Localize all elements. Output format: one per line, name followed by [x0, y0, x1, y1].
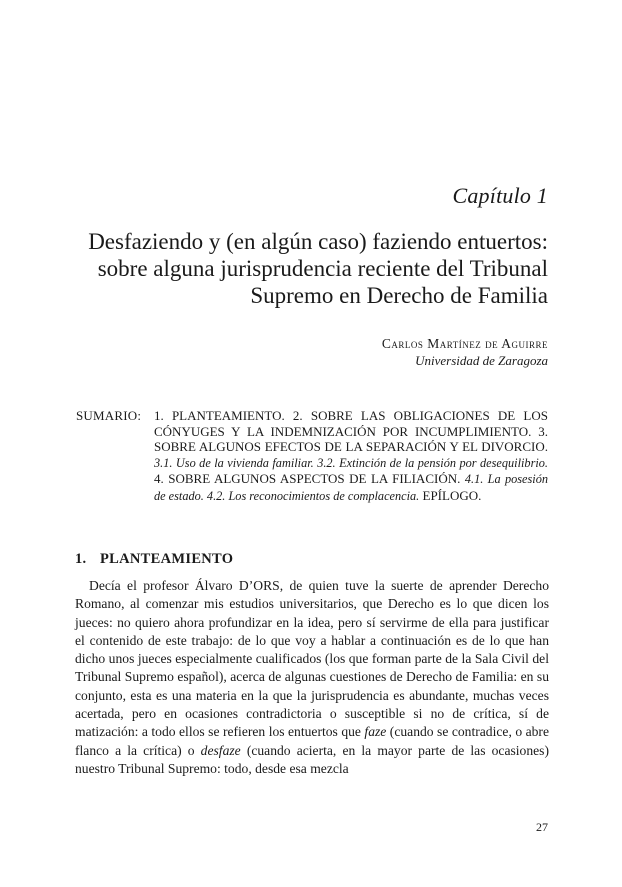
summary-part-italic: 3.1. Uso de la vivienda familiar. 3.2. Extinción de la pensión por desequilibrio. — [154, 455, 548, 470]
body-part-italic: desfaze — [200, 742, 241, 758]
body-part-italic: faze — [364, 724, 387, 740]
summary-label: SUMARIO: — [76, 408, 142, 423]
body-part: (cuando se contradice, o abre flanco a la crítica) o — [75, 724, 549, 758]
author-affiliation: Universidad de Zaragoza — [415, 353, 548, 368]
body-part: (cuando acierta, en la mayor parte de las ocasiones) nuestro Tribunal Supremo: todo, desde esa mezcla — [75, 742, 549, 776]
summary-part-italic: 4.1. La posesión de estado. 4.2. Los reconocimientos de complacencia. — [154, 472, 548, 503]
summary-part: 4. SOBRE ALGUNOS ASPECTOS DE LA FILIACIÓN. — [154, 471, 465, 486]
summary-part: EPÍLOGO. — [419, 487, 482, 503]
page-number: 27 — [536, 820, 548, 834]
chapter-title: Desfaziendo y (en algún caso) faziendo entuertos: sobre alguna jurisprudencia reciente del Tribunal Supremo en Derecho de Familia — [88, 229, 548, 308]
section-title: PLANTEAMIENTO — [100, 551, 234, 567]
body-text — [75, 577, 549, 778]
section-number: 1. — [75, 551, 87, 567]
body-part: Decía el profesor Álvaro D’ORS, de quien tuve la suerte de aprender Derecho Romano, al comenzar mis estudios universitarios, que Derecho es lo que dicen los jueces: no quiero ahora profundizar en la idea, pero sí servirme de ella para justificar el contenido de este trabajo: de lo que voy a hablar a continuación es de lo que han dicho unos jueces especialmente cualificados (los que forman parte de la Sala Civil del Tribunal Supremo español), acerca de algunas cuestiones de Derecho de Familia: en su conjunto, esta es una materia en la que la jurisprudencia es abundante, muchas veces acertada, pero en ocasiones contradictoria o susceptible si no de crítica, sí de matización: a todo ellos se refieren los entuertos que — [75, 578, 549, 740]
author-name: Carlos Martínez de Aguirre — [381, 336, 548, 351]
author-block — [382, 335, 548, 369]
chapter-label: Capítulo 1 — [452, 183, 548, 208]
body-paragraph — [75, 577, 549, 778]
section-heading — [75, 551, 233, 568]
summary-part: 1. PLANTEAMIENTO. 2. SOBRE LAS OBLIGACIONES DE LOS CÓNYUGES Y LA INDEMNIZACIÓN POR INCUMPLIMIENTO. 3. SOBRE ALGUNOS EFECTOS DE LA SEPARACIÓN Y EL DIVORCIO. — [154, 408, 548, 454]
summary-body — [154, 408, 548, 504]
